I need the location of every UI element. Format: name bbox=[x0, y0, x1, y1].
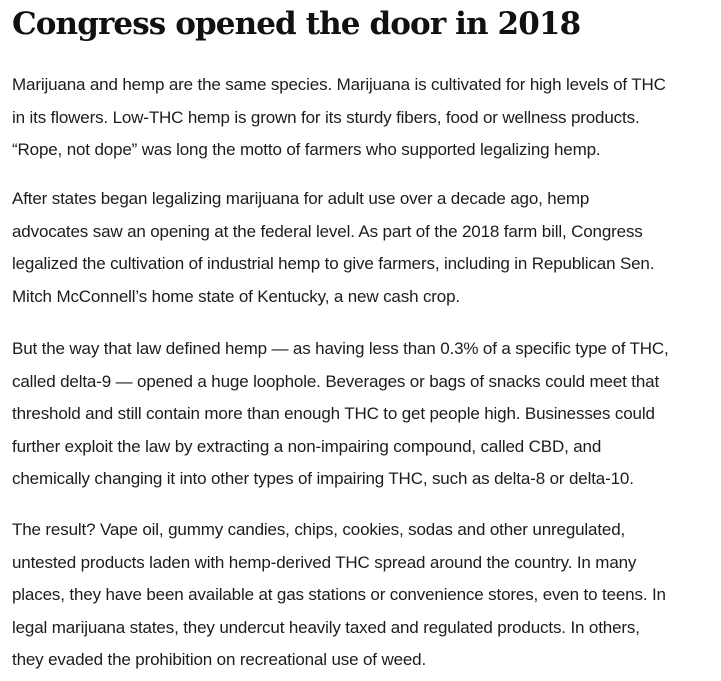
section-headline: Congress opened the door in 2018 bbox=[12, 6, 581, 42]
headline-container bbox=[12, 0, 580, 44]
paragraph-line: After states began legalizing marijuana for adult use over a decade ago, hemp bbox=[12, 189, 590, 208]
paragraph-line: they evaded the prohibition on recreational use of weed. bbox=[12, 650, 427, 669]
paragraph-3 bbox=[12, 333, 669, 496]
paragraph-line: in its flowers. Low-THC hemp is grown for its sturdy fibers, food or wellness products. bbox=[12, 107, 640, 127]
paragraph-line: “Rope, not dope” was long the motto of farmers who supported legalizing hemp. bbox=[12, 140, 601, 159]
paragraph-line: called delta-9 — opened a huge loophole. Beverages or bags of snacks could meet that bbox=[12, 371, 660, 391]
paragraph-line: Marijuana and hemp are the same species. Marijuana is cultivated for high levels of THC bbox=[12, 75, 666, 94]
paragraph-line: untested products laden with hemp-derived THC spread around the country. In many bbox=[12, 552, 637, 572]
paragraph-line: chemically changing it into other types of impairing THC, such as delta-8 or delta-10. bbox=[12, 469, 634, 488]
paragraph-line: threshold and still contain more than enough THC to get people high. Businesses could bbox=[12, 404, 655, 423]
paragraph-line: places, they have been available at gas stations or convenience stores, even to teens. In bbox=[12, 585, 666, 604]
paragraph-line: But the way that law defined hemp — as having less than 0.3% of a specific type of THC, bbox=[12, 339, 669, 358]
paragraph-line: legal marijuana states, they undercut heavily taxed and regulated products. In others, bbox=[12, 617, 640, 637]
paragraph-line: Mitch McConnell’s home state of Kentucky, a new cash crop. bbox=[12, 286, 460, 306]
paragraph-4 bbox=[12, 514, 666, 677]
paragraph-line: further exploit the law by extracting a non-impairing compound, called CBD, and bbox=[12, 436, 602, 456]
paragraph-line: legalized the cultivation of industrial hemp to give farmers, including in Republican Sen. bbox=[12, 254, 655, 273]
paragraph-1 bbox=[12, 69, 666, 167]
paragraph-line: The result? Vape oil, gummy candies, chips, cookies, sodas and other unregulated, bbox=[12, 520, 626, 539]
paragraph-line: advocates saw an opening at the federal level. As part of the 2018 farm bill, Congress bbox=[12, 221, 643, 241]
paragraph-2 bbox=[12, 183, 654, 313]
